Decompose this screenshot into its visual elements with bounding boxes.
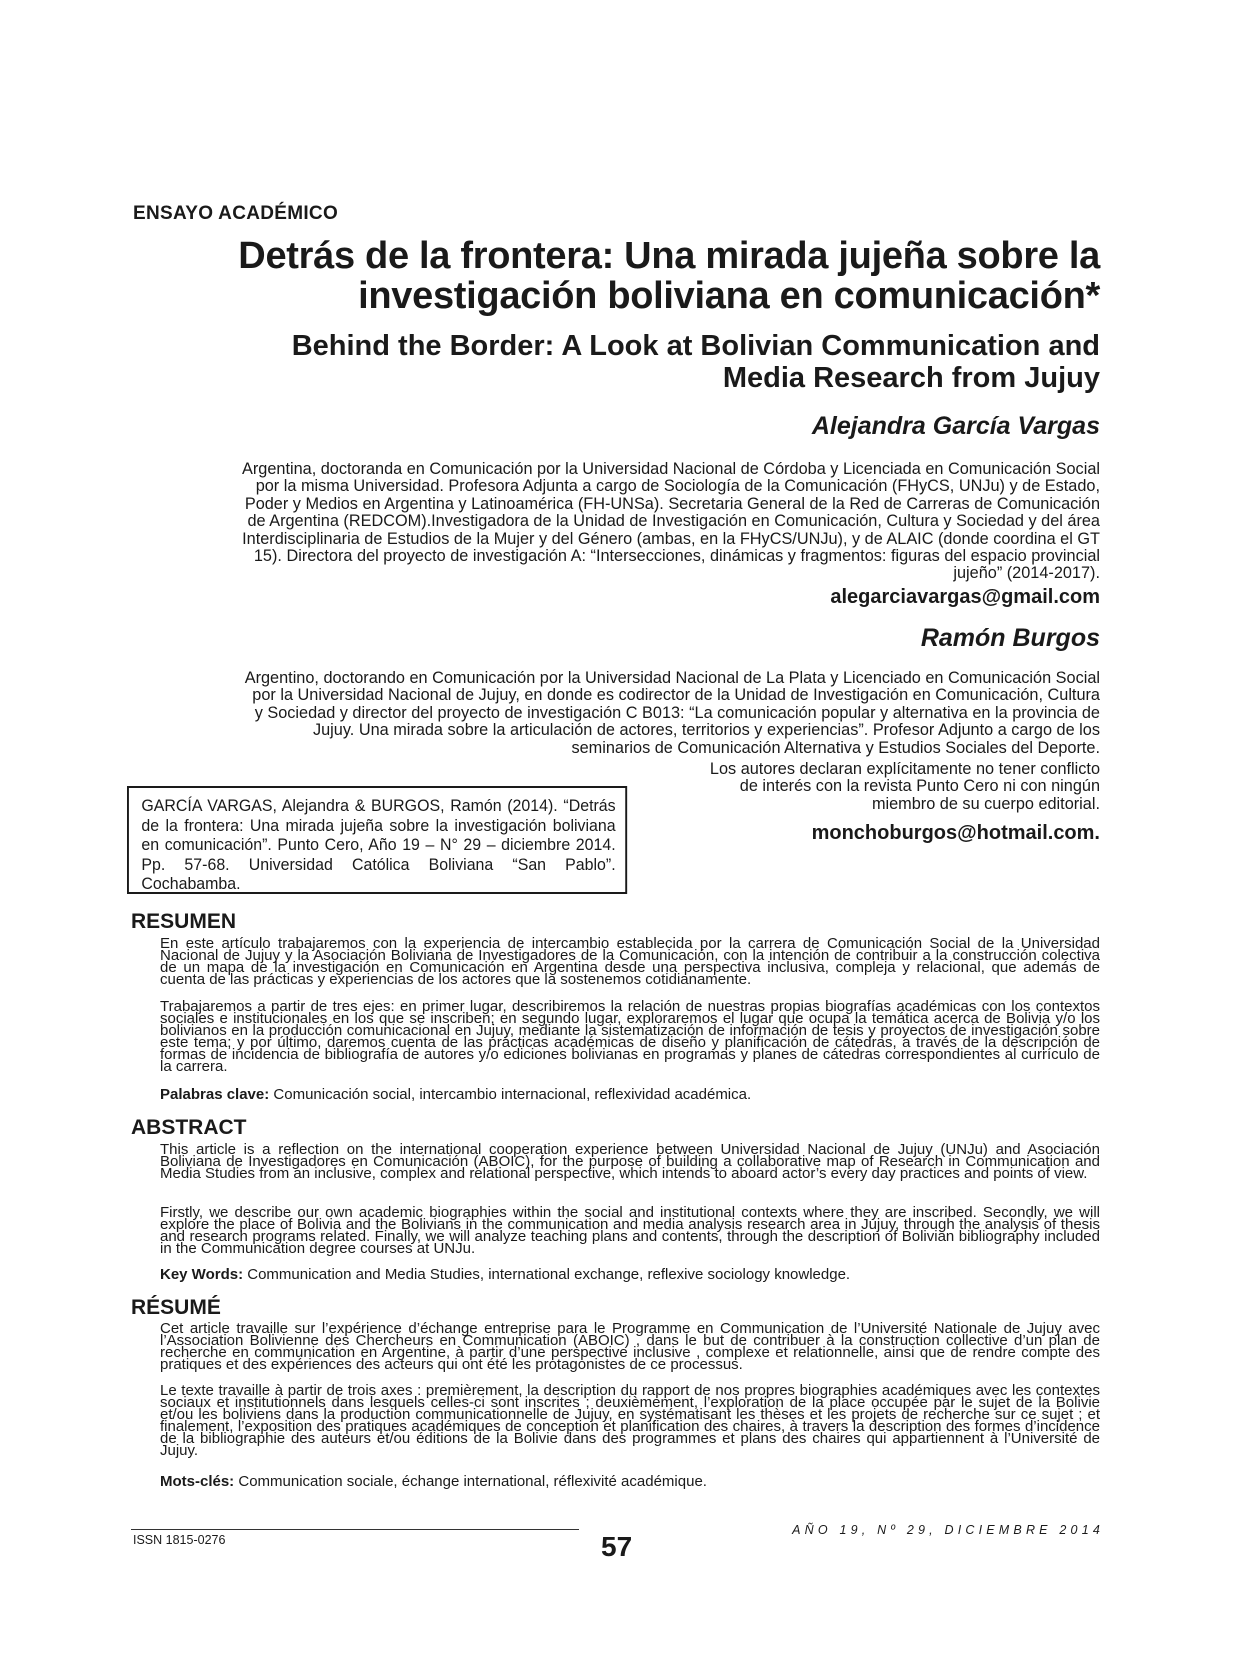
abstract-paragraph: Firstly, we describe our own academic biographies within the social and institutional contexts where they are inscribed. Secondly, we will explore the place of Bolivia and the Bolivians in the communication and media analysis research area in Jujuy, through the analysis of thesis and research programs related. Finally, we will analyze teaching plans and contents, through the description of Bolivian bibliography included in the Communication degree courses at UNJu. [160,1204,1100,1258]
resumen-paragraph: Trabajaremos a partir de tres ejes: en primer lugar, describiremos la relación de nuestras propias biografías académicas con los contextos sociales e institucionales en los que se inscriben; en segundo lugar, exploraremos el lugar que ocupa la temática acerca de Bolivia y/o los bolivianos en la producción comunicacional en Jujuy, mediante la sistematización de información de tesis y proyectos de investigación sobre este tema; y por último, daremos cuenta de las prácticas académicas de diseño y planificación de cátedras, a través de la descripción de formas de incidencia de bibliografía de autores y/o ediciones bolivianas en programas y planes de cátedras correspondientes al currículo de la carrera. [160,998,1100,1076]
author-bio [133,670,1100,757]
bio-line: Interdisciplinaria de Estudios de la Mujer y del Género (ambas, en la FHyCS/UNJu), y de ALAIC (donde coordina el GT [242,529,1100,548]
bio-line: y Sociedad y director del proyecto de investigación C B013: “La comunicación popular y alternativa en la provincia de [254,703,1100,722]
abstract-keywords [160,1268,1100,1282]
bio-line: Argentina, doctoranda en Comunicación por la Universidad Nacional de Córdoba y Licenciada en Comunicación Social [242,460,1100,478]
conflict-line: de interés con la revista Punto Cero ni con ningún [739,777,1100,796]
bio-line: por la misma Universidad. Profesora Adjunta a cargo de Sociología de la Comunicación (FHyCS, UNJu) y de Estado, [255,477,1100,496]
page-number: 57 [601,1531,633,1562]
resumen-paragraph: En este artículo trabajaremos con la experiencia de intercambio establecida por la carrera de Comunicación Social de la Universidad Nacional de Jujuy y la Asociación Boliviana de Investigadores de la Comunicación, con la intención de contribuir a la construcción colectiva de un mapa de la investigación en Comunicación en Argentina desde una perspectiva inclusiva, compleja y relacional, que además de cuenta de las prácticas y experiencias de los actores que la sostenemos cotidianamente. [160,935,1100,989]
title-spanish-line: investigación boliviana en comunicación* [358,275,1100,317]
abstract-paragraph: This article is a reflection on the international cooperation experience between Universidad Nacional de Jujuy (UNJu) and Asociación Boliviana de Investigadores en Comunicación (ABOIC), for the purpose of building a collaborative map of Research in Communication and Media Studies from an inclusive, complex and relational perspective, which intends to aboard actor’s every day practices and points of view. [160,1141,1100,1183]
bio-line: jujeño” (2014-2017). [953,564,1100,583]
author-name: Ramón Burgos [920,624,1100,652]
footer-rule [131,1529,579,1530]
author-name: Alejandra García Vargas [811,412,1100,440]
bio-line: Poder y Medios en Argentina y Latinoamérica (FH-UNSa). Secretaria General de la Red de Carreras de Comunicación [244,494,1100,513]
bio-line: de Argentina (REDCOM).Investigadora de la Unidad de Investigación en Comunicación, Cultura y Sociedad y del área [247,512,1100,531]
keywords-text: Communication sociale, échange international, réflexivité académique. [234,1473,707,1490]
resume-heading: RÉSUMÉ [131,1296,221,1319]
title-english-line: Media Research from Jujuy [722,362,1100,394]
resumen-heading: RESUMEN [131,910,237,933]
keywords-label: Key Words: [160,1266,244,1283]
bio-line: 15). Directora del proyecto de investigación A: “Intersecciones, dinámicas y fragmentos: figuras del espacio provincial [253,547,1100,566]
resume-paragraph: Le texte travaille à partir de trois axes : premièrement, la description du rapport de nos propres biographies académiques avec les contextes sociaux et institutionnels dans lesquels celles-ci sont inscrites ; deuxièmement, l’exploration de la place occupée par le sujet de la Bolivie et/ou les boliviens dans la production communicationnelle de Jujuy, en systématisant les thèses et les projets de recherche sur ce sujet ; et finalement, l’exposition des pratiques académiques de conception et planification des chaires, à travers la description des formes d’incidence de la bibliographie des auteurs et/ou éditions de la Bolivie dans des programmes et plans des chaires qui appartiennent à l’Université de Jujuy. [160,1382,1100,1460]
conflict-statement [650,761,1100,813]
citation-box: GARCÍA VARGAS, Alejandra & BURGOS, Ramón (2014). “Detrás de la frontera: Una mirada jujeña sobre la investigación boliviana en comunicación”. Punto Cero, Año 19 – N° 29 – diciembre 2014. Pp. 57-68. Universidad Católica Boliviana “San Pablo”. Cochabamba. [127,786,627,894]
title-english-line: Behind the Border: A Look at Bolivian Communication and [291,330,1100,362]
resumen-keywords [160,1088,1100,1102]
keywords-text: Communication and Media Studies, international exchange, reflexive sociology knowledge. [243,1266,851,1283]
resume-keywords [160,1475,1100,1489]
keywords-label: Mots-clés: [160,1473,235,1490]
author-email[interactable]: alegarciavargas@gmail.com [830,586,1100,608]
resume-paragraph: Cet article travaille sur l’expérience d’échange entreprise para le Programme en Communication de l’Université Nationale de Jujuy avec l’Association Bolivienne des Chercheurs en Communication (ABOIC) , dans le but de contribuer à la construction collective d’un plan de recherche en communication en Argentine, à partir d’une perspective inclusive , complexe et relationnelle, ainsi que de rendre compte des pratiques et des expériences des acteurs qui ont été les protagonistes de ce processus. [160,1320,1100,1374]
issn: ISSN 1815-0276 [133,1533,226,1547]
conflict-line: Los autores declaran explícitamente no tener conflicto [709,760,1100,778]
author-bio [133,461,1100,583]
abstract-heading: ABSTRACT [131,1116,247,1139]
keywords-label: Palabras clave: [160,1086,270,1103]
conflict-line: miembro de su cuerpo editorial. [871,794,1100,813]
author-email[interactable]: monchoburgos@hotmail.com. [811,822,1100,844]
bio-line: seminarios de Comunicación Alternativa y Estudios Sociales del Deporte. [571,738,1100,757]
section-label: ENSAYO ACADÉMICO [133,203,339,224]
title-english [180,330,1100,394]
bio-line: Jujuy. Una mirada sobre la articulación de actores, territorios y experiencias”. Profesor Adjunto a cargo de los [312,721,1100,740]
bio-line: por la Universidad Nacional de Jujuy, en donde es codirector de la Unidad de Investigación en Comunicación, Cultura [252,686,1100,705]
title-spanish [140,236,1100,316]
issue-info: AÑO 19, Nº 29, DICIEMBRE 2014 [792,1523,1104,1537]
title-spanish-line: Detrás de la frontera: Una mirada jujeña sobre la [238,235,1100,277]
keywords-text: Comunicación social, intercambio internacional, reflexividad académica. [269,1086,752,1103]
bio-line: Argentino, doctorando en Comunicación por la Universidad Nacional de La Plata y Licenciado en Comunicación Social [244,669,1100,687]
